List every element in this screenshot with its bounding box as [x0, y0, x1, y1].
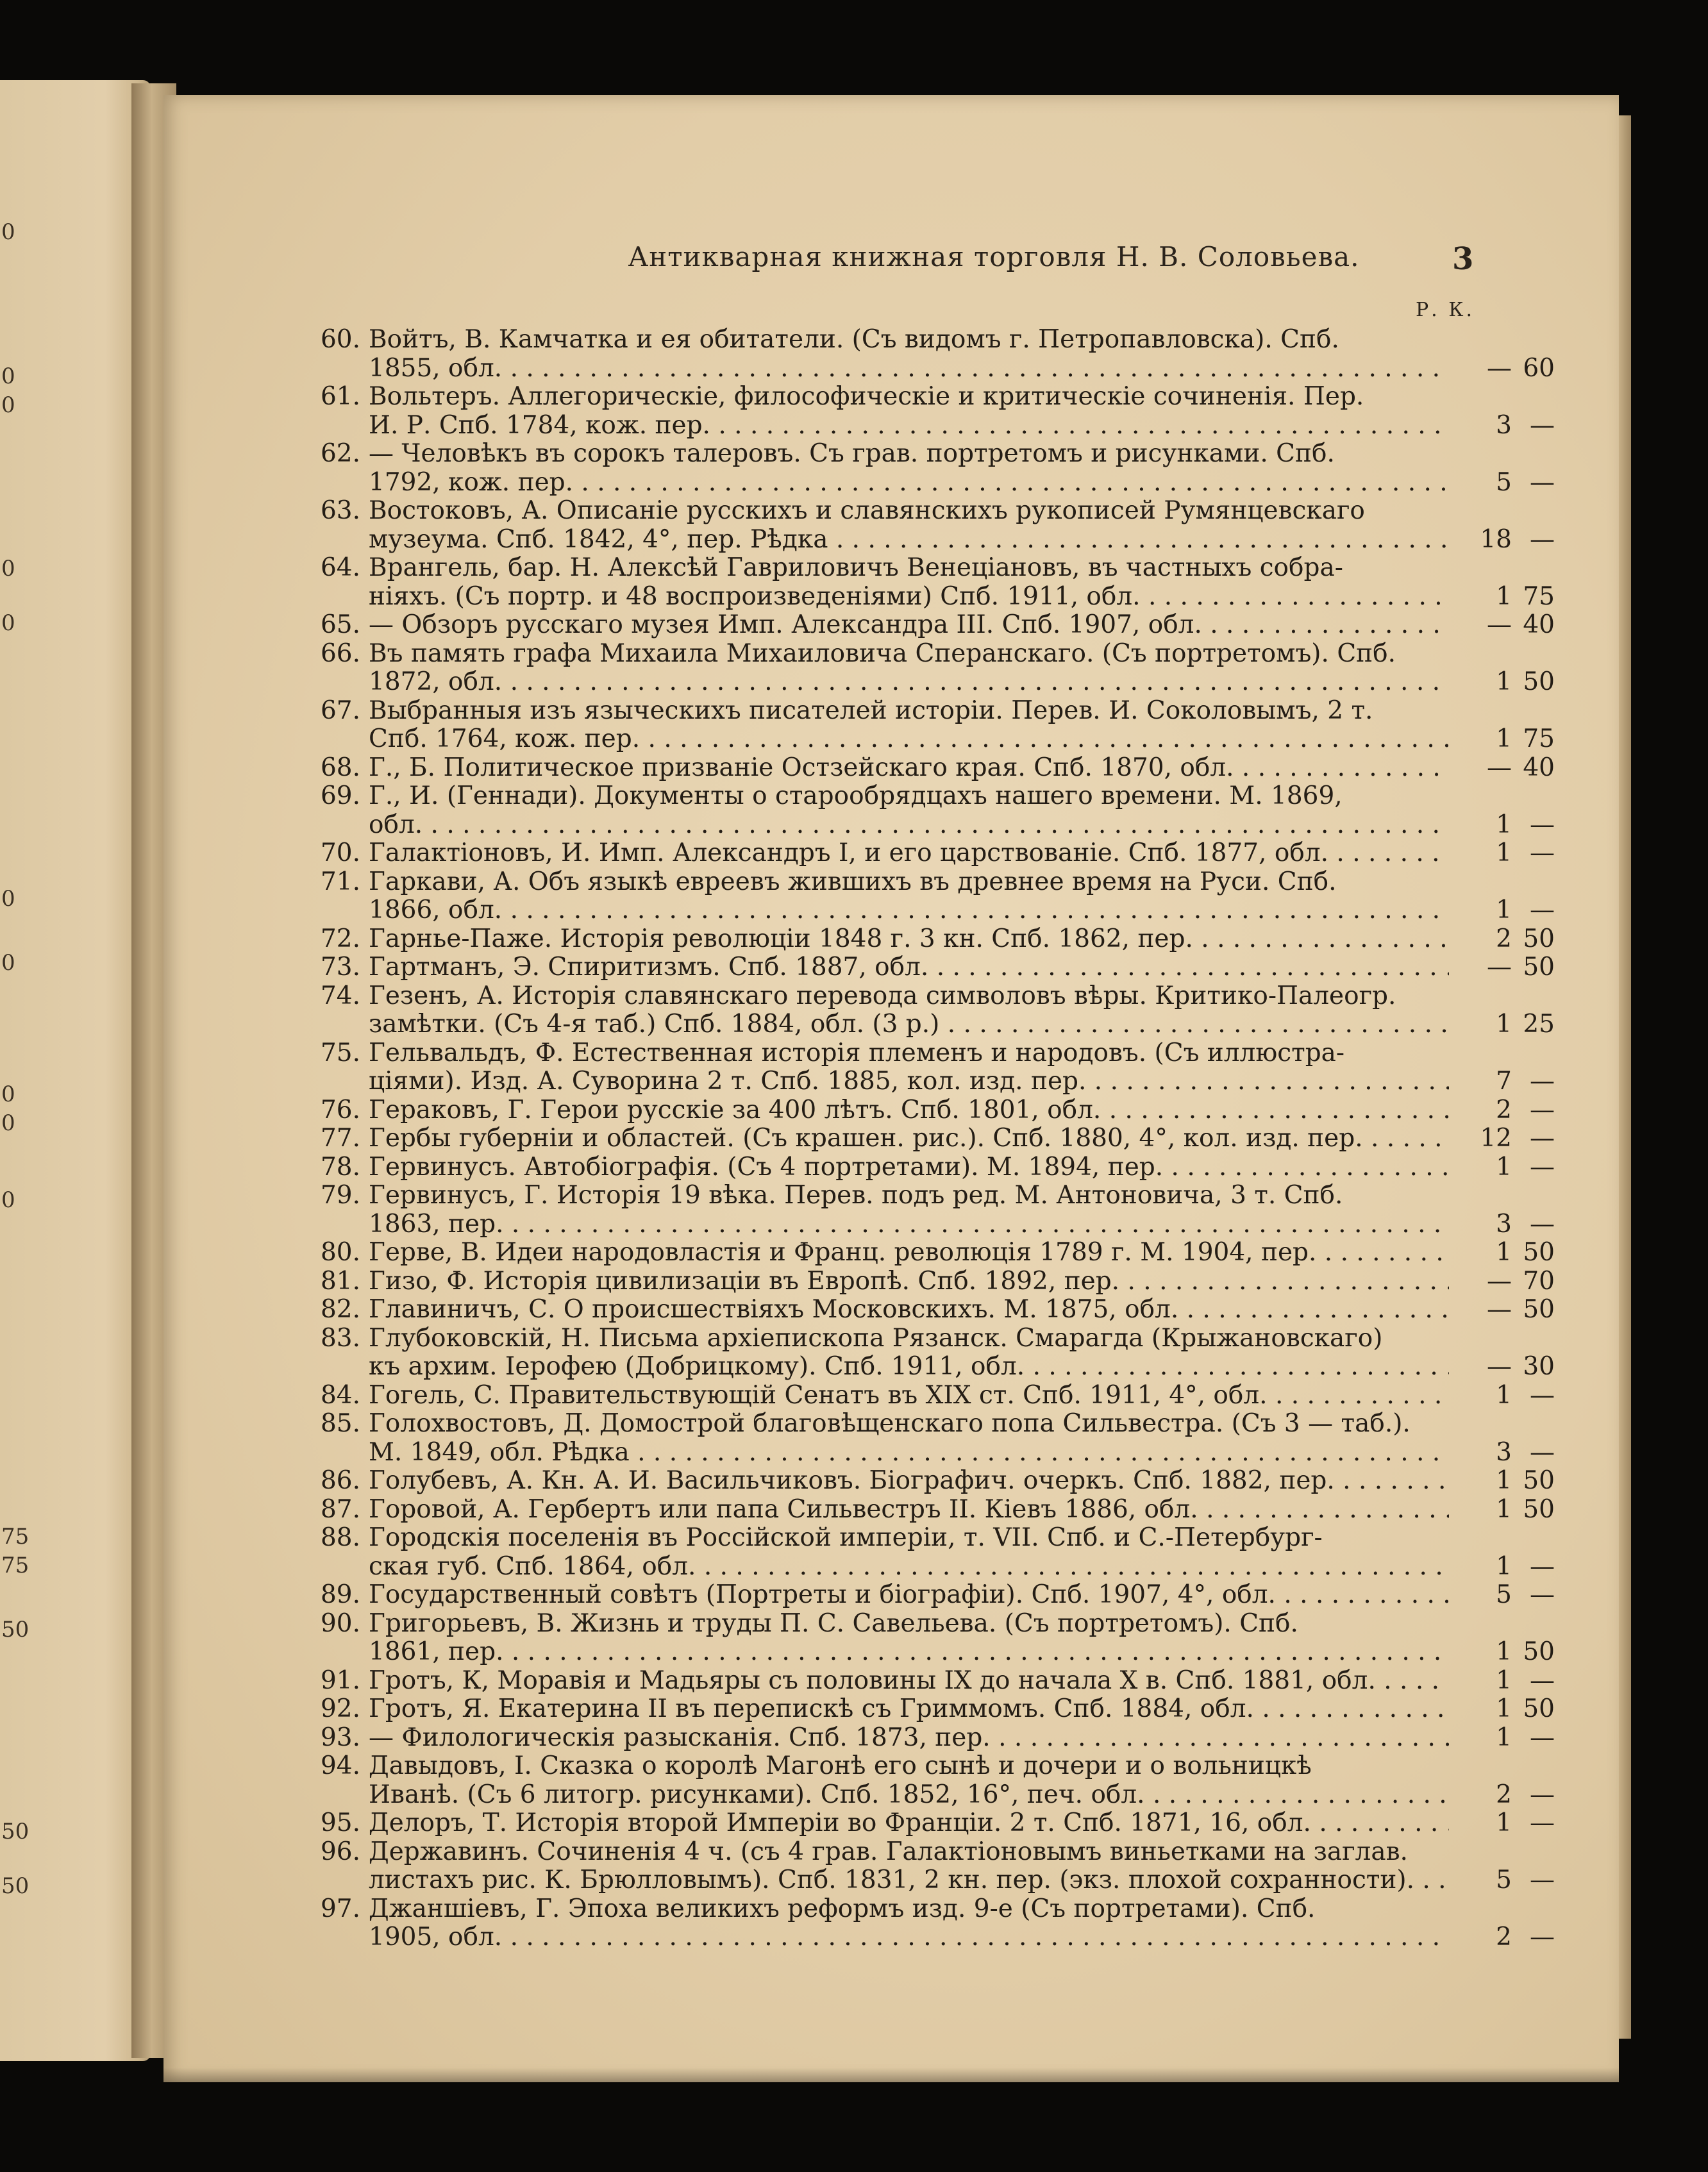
entry-line: Спб. 1764, кож. пер. . . . — [369, 725, 1449, 754]
price-kopecks: — — [1530, 1152, 1555, 1182]
entry-line: Гербы губерніи и областей. (Съ крашен. рис.). Спб. 1880, 4°, кол. изд. пер. . . . — [369, 1124, 1449, 1153]
price-rubles: 2 — [1496, 924, 1512, 953]
entry-description — [369, 554, 1449, 611]
entry-line: И. Р. Спб. 1784, кож. пер. . . . — [369, 412, 1449, 440]
entry-line: Джаншіевъ, Г. Эпоха великихъ реформъ изд. 9-е (Съ портретами). Спб. — [369, 1894, 1316, 1923]
price-kopecks: 75 — [1523, 581, 1555, 611]
price-rubles: 1 — [1496, 1152, 1512, 1182]
entry-number: 68. — [320, 753, 360, 782]
price-rubles: 1 — [1496, 1010, 1512, 1039]
catalog-entry — [163, 1153, 1619, 1182]
entry-description — [369, 1324, 1449, 1382]
price-kopecks: 70 — [1523, 1266, 1555, 1296]
entry-number: 72. — [320, 924, 360, 953]
entry-line: Гераковъ, Г. Герои русскіе за 400 лѣтъ. Спб. 1801, обл. . . . — [369, 1096, 1449, 1125]
catalog-entry — [163, 953, 1619, 982]
entry-number: 89. — [320, 1580, 360, 1609]
entry-description — [369, 1410, 1449, 1467]
price-rubles: 1 — [1496, 667, 1512, 696]
price-rubles: 1 — [1496, 1551, 1512, 1581]
catalog-entry — [163, 1895, 1619, 1952]
catalog-entry — [163, 383, 1619, 440]
price-rubles: 1 — [1496, 1637, 1512, 1666]
price-kopecks: 50 — [1523, 953, 1555, 982]
entry-number: 79. — [320, 1181, 360, 1210]
price-kopecks: 50 — [1523, 1238, 1555, 1267]
margin-fragment: 0 — [1, 363, 15, 389]
entry-number: 70. — [320, 839, 360, 867]
price-kopecks: 50 — [1523, 1637, 1555, 1666]
entry-line: Гизо, Ф. Исторія цивилизаціи въ Европѣ. Спб. 1892, пер. . . . — [369, 1267, 1449, 1296]
entry-description — [369, 868, 1449, 925]
entry-description — [369, 1267, 1449, 1296]
entry-description — [369, 440, 1449, 497]
previous-page-edge — [0, 80, 151, 2061]
entry-line: Герве, В. Идеи народовластія и Франц. революція 1789 г. М. 1904, пер. . . . — [369, 1239, 1449, 1267]
entry-number: 85. — [320, 1409, 360, 1438]
price-rubles: — — [1487, 953, 1512, 982]
entry-description — [369, 1724, 1449, 1753]
entry-description — [369, 1524, 1449, 1581]
entry-line: ціями). Изд. А. Суворина 2 т. Спб. 1885, кол. изд. пер. . . . — [369, 1067, 1449, 1096]
entry-line: 1861, пер. . . . — [369, 1638, 1449, 1667]
entry-line: Г., Б. Политическое призваніе Остзейскаго края. Спб. 1870, обл. . . . — [369, 754, 1449, 783]
price-rubles: 3 — [1496, 1209, 1512, 1239]
entry-description — [369, 497, 1449, 554]
price-rubles: 12 — [1480, 1124, 1512, 1153]
price-rubles: 1 — [1496, 581, 1512, 611]
entry-line: Давыдовъ, І. Сказка о королѣ Магонѣ его сынѣ и дочери и о вольницкѣ — [369, 1752, 1312, 1780]
price-rubles: — — [1487, 1266, 1512, 1296]
entry-line: обл. . . . — [369, 811, 1449, 840]
entry-line: Вольтеръ. Аллегорическіе, философическіе и критическіе сочиненія. Пер. — [369, 383, 1364, 411]
price-rubles: 1 — [1496, 1380, 1512, 1410]
price-kopecks: 60 — [1523, 353, 1555, 383]
price-kopecks: — — [1530, 1380, 1555, 1410]
catalog-entry — [163, 440, 1619, 497]
price-rubles: 2 — [1496, 1923, 1512, 1951]
entry-description — [369, 1296, 1449, 1324]
price-units-header: Р. К. — [1415, 299, 1475, 321]
catalog-page — [163, 95, 1619, 2082]
entry-line: къ архим. Іерофею (Добрицкому). Спб. 1911, обл. . . . — [369, 1353, 1449, 1382]
price-kopecks: 40 — [1523, 753, 1555, 782]
price-kopecks: — — [1530, 1551, 1555, 1581]
entry-line: Гротъ, Я. Екатерина II въ перепискѣ съ Гриммомъ. Спб. 1884, обл. . . . — [369, 1695, 1449, 1724]
entry-description — [369, 1838, 1449, 1895]
catalog-entry — [163, 554, 1619, 611]
entry-number: 78. — [320, 1152, 360, 1182]
price-kopecks: — — [1530, 1809, 1555, 1837]
entry-description — [369, 1610, 1449, 1667]
catalog-entry — [163, 868, 1619, 925]
entry-description — [369, 754, 1449, 783]
price-kopecks: — — [1530, 1923, 1555, 1951]
price-kopecks: — — [1530, 1209, 1555, 1239]
catalog-entry — [163, 1695, 1619, 1724]
entry-line: Иванѣ. (Съ 6 литогр. рисунками). Спб. 1852, 16°, печ. обл. . . . — [369, 1781, 1449, 1810]
catalog-entry — [163, 982, 1619, 1039]
entry-line: музеума. Спб. 1842, 4°, пер. Рѣдка . . . — [369, 526, 1449, 555]
catalog-entry — [163, 1809, 1619, 1838]
catalog-entry — [163, 1752, 1619, 1809]
entry-number: 66. — [320, 639, 360, 668]
price-kopecks: — — [1530, 1124, 1555, 1153]
catalog-entry — [163, 925, 1619, 954]
price-rubles: 1 — [1496, 724, 1512, 753]
price-rubles: 1 — [1496, 1494, 1512, 1524]
entry-line: М. 1849, обл. Рѣдка . . . — [369, 1439, 1449, 1467]
catalog-entry — [163, 1296, 1619, 1324]
margin-fragment: 0 — [1, 556, 15, 581]
entry-number: 64. — [320, 553, 360, 582]
price-rubles: 7 — [1496, 1067, 1512, 1096]
entry-number: 73. — [320, 953, 360, 982]
entry-line: Гезенъ, А. Исторія славянскаго перевода символовъ вѣры. Критико-Палеогр. — [369, 982, 1396, 1010]
catalog-entry — [163, 1267, 1619, 1296]
page-number: 3 — [1452, 241, 1474, 277]
entry-line: — Обзоръ русскаго музея Имп. Александра III. Спб. 1907, обл. . . . — [369, 611, 1449, 640]
margin-fragment: 0 — [1, 886, 15, 912]
entry-number: 83. — [320, 1323, 360, 1353]
entry-description — [369, 383, 1449, 440]
price-rubles: — — [1487, 753, 1512, 782]
entry-number: 84. — [320, 1380, 360, 1410]
entry-description — [369, 611, 1449, 640]
price-rubles: 3 — [1496, 410, 1512, 440]
entry-description — [369, 1039, 1449, 1096]
entry-description — [369, 1695, 1449, 1724]
entry-number: 86. — [320, 1466, 360, 1495]
entry-number: 69. — [320, 781, 360, 810]
price-kopecks: 75 — [1523, 724, 1555, 753]
price-rubles: 1 — [1496, 1466, 1512, 1495]
entry-line: Востоковъ, А. Описаніе русскихъ и славянскихъ рукописей Румянцевскаго — [369, 497, 1365, 525]
catalog-entry — [163, 1182, 1619, 1239]
price-kopecks: — — [1530, 896, 1555, 924]
entry-number: 94. — [320, 1751, 360, 1780]
entry-line: Гогель, С. Правительствующій Сенатъ въ XIX ст. Спб. 1911, 4°, обл. . . . — [369, 1382, 1449, 1410]
price-kopecks: — — [1530, 1780, 1555, 1809]
price-rubles: 1 — [1496, 839, 1512, 867]
catalog-entry — [163, 1667, 1619, 1696]
entry-line: Григорьевъ, В. Жизнь и труды П. С. Савельева. (Съ портретомъ). Спб. — [369, 1609, 1298, 1638]
entry-number: 92. — [320, 1694, 360, 1723]
entry-number: 81. — [320, 1266, 360, 1296]
price-kopecks: — — [1530, 810, 1555, 839]
entry-line: Державинъ. Сочиненія 4 ч. (съ 4 грав. Галактіоновымъ виньетками на заглав. — [369, 1837, 1408, 1866]
price-rubles: 1 — [1496, 810, 1512, 839]
price-rubles: 3 — [1496, 1437, 1512, 1467]
entry-number: 75. — [320, 1038, 360, 1067]
price-kopecks: 50 — [1523, 1466, 1555, 1495]
price-kopecks: — — [1530, 1723, 1555, 1752]
entry-line: Гаркави, А. Объ языкѣ евреевъ жившихъ въ древнее время на Руси. Спб. — [369, 867, 1337, 896]
price-kopecks: 50 — [1523, 1494, 1555, 1524]
price-kopecks: 50 — [1523, 924, 1555, 953]
entry-number: 77. — [320, 1124, 360, 1153]
entry-line: 1905, обл. . . . — [369, 1923, 1449, 1952]
catalog-entry — [163, 1382, 1619, 1410]
price-kopecks: — — [1530, 410, 1555, 440]
price-kopecks: — — [1530, 1067, 1555, 1096]
price-kopecks: — — [1530, 467, 1555, 497]
entry-line: Выбранныя изъ языческихъ писателей исторіи. Перев. И. Соколовымъ, 2 т. — [369, 696, 1373, 725]
catalog-entry — [163, 326, 1619, 383]
catalog-entry — [163, 1239, 1619, 1267]
entry-description — [369, 1809, 1449, 1838]
entry-description — [369, 640, 1449, 697]
catalog-entry — [163, 1496, 1619, 1525]
price-rubles: 1 — [1496, 1723, 1512, 1752]
price-kopecks: 25 — [1523, 1010, 1555, 1039]
entry-number: 93. — [320, 1723, 360, 1752]
catalog-entry — [163, 839, 1619, 868]
entry-number: 95. — [320, 1809, 360, 1837]
entry-line: замѣтки. (Съ 4-я таб.) Спб. 1884, обл. (3 р.) . . . — [369, 1010, 1449, 1039]
margin-fragment: 0 — [1, 1187, 15, 1213]
price-rubles: 2 — [1496, 1780, 1512, 1809]
entry-line: 1855, обл. . . . — [369, 355, 1449, 383]
entry-line: — Филологическія разысканія. Спб. 1873, пер. . . . — [369, 1724, 1449, 1753]
entry-line: Въ память графа Михаила Михаиловича Сперанскаго. (Съ портретомъ). Спб. — [369, 639, 1396, 668]
entry-description — [369, 925, 1449, 954]
price-rubles: 1 — [1496, 1809, 1512, 1837]
entry-line: Глубоковскій, Н. Письма архіепископа Рязанск. Смарагда (Крыжановскаго) — [369, 1324, 1383, 1353]
entry-line: Гротъ, К, Моравія и Мадьяры съ половины IX до начала X в. Спб. 1881, обл. . . . — [369, 1667, 1449, 1696]
entry-line: 1792, кож. пер. . . . — [369, 469, 1449, 497]
price-kopecks: — — [1530, 1437, 1555, 1467]
price-rubles: 18 — [1480, 524, 1512, 554]
entry-description — [369, 1496, 1449, 1525]
price-rubles: — — [1487, 353, 1512, 383]
entry-line: Гельвальдъ, Ф. Естественная исторія племенъ и народовъ. (Съ иллюстра- — [369, 1039, 1345, 1067]
price-rubles: — — [1487, 610, 1512, 639]
entry-line: Горовой, А. Гербертъ или папа Сильвестръ II. Кіевъ 1886, обл. . . . — [369, 1496, 1449, 1525]
entry-description — [369, 1153, 1449, 1182]
price-kopecks: 50 — [1523, 1295, 1555, 1324]
entry-description — [369, 1752, 1449, 1809]
catalog-entry — [163, 1610, 1619, 1667]
entry-description — [369, 1382, 1449, 1410]
margin-fragment: 0 — [1, 1082, 15, 1107]
catalog-entry — [163, 697, 1619, 754]
entry-line: Голохвостовъ, Д. Домострой благовѣщенскаго попа Сильвестра. (Съ 3 — таб.). — [369, 1410, 1411, 1438]
entry-line: 1866, обл. . . . — [369, 896, 1449, 925]
catalog-entry — [163, 497, 1619, 554]
entry-line: Главиничъ, С. О происшествіяхъ Московскихъ. М. 1875, обл. . . . — [369, 1296, 1449, 1324]
catalog-entry — [163, 1581, 1619, 1610]
catalog-entry — [163, 1410, 1619, 1467]
entry-number: 90. — [320, 1608, 360, 1638]
price-kopecks: 40 — [1523, 610, 1555, 639]
margin-fragment: 0 — [1, 219, 15, 245]
catalog-entry — [163, 1838, 1619, 1895]
entry-number: 74. — [320, 981, 360, 1010]
catalog-entry — [163, 754, 1619, 783]
running-title: Антикварная книжная торговля Н. В. Соловьева. — [628, 241, 1360, 272]
entry-line: Городскія поселенія въ Россійской имперіи, т. VII. Спб. и С.-Петербург- — [369, 1524, 1323, 1552]
entry-number: 61. — [320, 382, 360, 411]
entry-line: Гартманъ, Э. Спиритизмъ. Спб. 1887, обл. . . . — [369, 953, 1449, 982]
entry-number: 76. — [320, 1095, 360, 1124]
entry-line: — Человѣкъ въ сорокъ талеровъ. Съ грав. портретомъ и рисунками. Спб. — [369, 440, 1335, 468]
margin-fragment: 75 — [1, 1553, 29, 1578]
entry-description — [369, 782, 1449, 839]
margin-fragment: 0 — [1, 392, 15, 418]
entry-line: ніяхъ. (Съ портр. и 48 воспроизведеніями) Спб. 1911, обл. . . . — [369, 583, 1449, 612]
margin-fragment: 50 — [1, 1819, 29, 1844]
page-header — [163, 241, 1619, 280]
price-rubles: 2 — [1496, 1095, 1512, 1124]
entry-number: 87. — [320, 1494, 360, 1524]
price-kopecks: — — [1530, 1866, 1555, 1894]
entry-line: Врангель, бар. Н. Алексѣй Гавриловичъ Венеціановъ, въ частныхъ собра- — [369, 554, 1343, 582]
entry-line: Галактіоновъ, И. Имп. Александръ I, и его царствованіе. Спб. 1877, обл. . . . — [369, 839, 1449, 868]
catalog-entry — [163, 1096, 1619, 1125]
entry-description — [369, 1895, 1449, 1952]
margin-fragment: 50 — [1, 1873, 29, 1899]
entry-line: Государственный совѣтъ (Портреты и біографіи). Спб. 1907, 4°, обл. . . . — [369, 1581, 1449, 1610]
entry-line: 1872, обл. . . . — [369, 668, 1449, 697]
price-kopecks: 30 — [1523, 1352, 1555, 1381]
price-rubles: 1 — [1496, 896, 1512, 924]
margin-fragment: 0 — [1, 1110, 15, 1136]
entry-number: 65. — [320, 610, 360, 639]
margin-fragment: 0 — [1, 950, 15, 976]
entry-number: 82. — [320, 1295, 360, 1324]
margin-fragment: 75 — [1, 1524, 29, 1550]
entry-line: Гервинусъ. Автобіографія. (Съ 4 портретами). М. 1894, пер. . . . — [369, 1153, 1449, 1182]
entry-description — [369, 1239, 1449, 1267]
entry-number: 80. — [320, 1238, 360, 1267]
price-rubles: 1 — [1496, 1238, 1512, 1267]
entry-line: Войтъ, В. Камчатка и ея обитатели. (Съ видомъ г. Петропавловска). Спб. — [369, 326, 1339, 354]
entry-description — [369, 982, 1449, 1039]
page-edge — [1617, 115, 1631, 2039]
catalog-entry — [163, 1324, 1619, 1382]
price-rubles: 5 — [1496, 1866, 1512, 1894]
entry-description — [369, 1581, 1449, 1610]
entry-number: 63. — [320, 496, 360, 525]
price-rubles: — — [1487, 1295, 1512, 1324]
entry-line: 1863, пер. . . . — [369, 1210, 1449, 1239]
catalog-entry — [163, 611, 1619, 640]
catalog-entry — [163, 1524, 1619, 1581]
entry-description — [369, 953, 1449, 982]
entry-description — [369, 1467, 1449, 1496]
price-kopecks: — — [1530, 1580, 1555, 1609]
price-rubles: — — [1487, 1352, 1512, 1381]
entry-number: 96. — [320, 1837, 360, 1866]
price-kopecks: — — [1530, 1666, 1555, 1695]
entry-line: листахъ рис. К. Брюлловымъ). Спб. 1831, 2 кн. пер. (экз. плохой сохранности). . . . — [369, 1866, 1449, 1895]
price-kopecks: 50 — [1523, 1694, 1555, 1723]
margin-fragment: 50 — [1, 1617, 29, 1642]
entry-line: Г., И. (Геннади). Документы о старообрядцахъ нашего времени. М. 1869, — [369, 782, 1343, 810]
price-kopecks: — — [1530, 1095, 1555, 1124]
catalog-entry — [163, 782, 1619, 839]
margin-fragment: 0 — [1, 610, 15, 636]
catalog-entry — [163, 1124, 1619, 1153]
entry-number: 60. — [320, 325, 360, 354]
entry-line: Гарнье-Паже. Исторія революціи 1848 г. 3 кн. Спб. 1862, пер. . . . — [369, 925, 1449, 954]
entry-number: 88. — [320, 1523, 360, 1552]
catalog-entry — [163, 1039, 1619, 1096]
entry-number: 91. — [320, 1666, 360, 1695]
price-rubles: 1 — [1496, 1666, 1512, 1695]
entry-description — [369, 1124, 1449, 1153]
page-bottom-shadow — [163, 2068, 1619, 2084]
catalog-entry — [163, 640, 1619, 697]
entry-line: Гервинусъ, Г. Исторія 19 вѣка. Перев. подъ ред. М. Антоновича, 3 т. Спб. — [369, 1182, 1343, 1210]
entry-number: 71. — [320, 867, 360, 896]
previous-page-price-fragments — [0, 80, 38, 2061]
entry-number: 62. — [320, 439, 360, 468]
price-kopecks: — — [1530, 839, 1555, 867]
entry-description — [369, 1667, 1449, 1696]
entry-description — [369, 839, 1449, 868]
entry-line: ская губ. Спб. 1864, обл. . . . — [369, 1553, 1449, 1582]
catalog-entry — [163, 1467, 1619, 1496]
catalog-entry — [163, 1724, 1619, 1753]
entry-line: Голубевъ, А. Кн. А. И. Васильчиковъ. Біографич. очеркъ. Спб. 1882, пер. . . . — [369, 1467, 1449, 1496]
entry-description — [369, 697, 1449, 754]
entry-description — [369, 1182, 1449, 1239]
entry-description — [369, 326, 1449, 383]
entry-number: 67. — [320, 696, 360, 725]
price-kopecks: 50 — [1523, 667, 1555, 696]
price-rubles: 5 — [1496, 1580, 1512, 1609]
entry-line: Делоръ, Т. Исторія второй Имперіи во Франціи. 2 т. Спб. 1871, 16, обл. . . . — [369, 1809, 1449, 1838]
price-kopecks: — — [1530, 524, 1555, 554]
entry-number: 97. — [320, 1894, 360, 1923]
price-rubles: 1 — [1496, 1694, 1512, 1723]
price-rubles: 5 — [1496, 467, 1512, 497]
entry-description — [369, 1096, 1449, 1125]
